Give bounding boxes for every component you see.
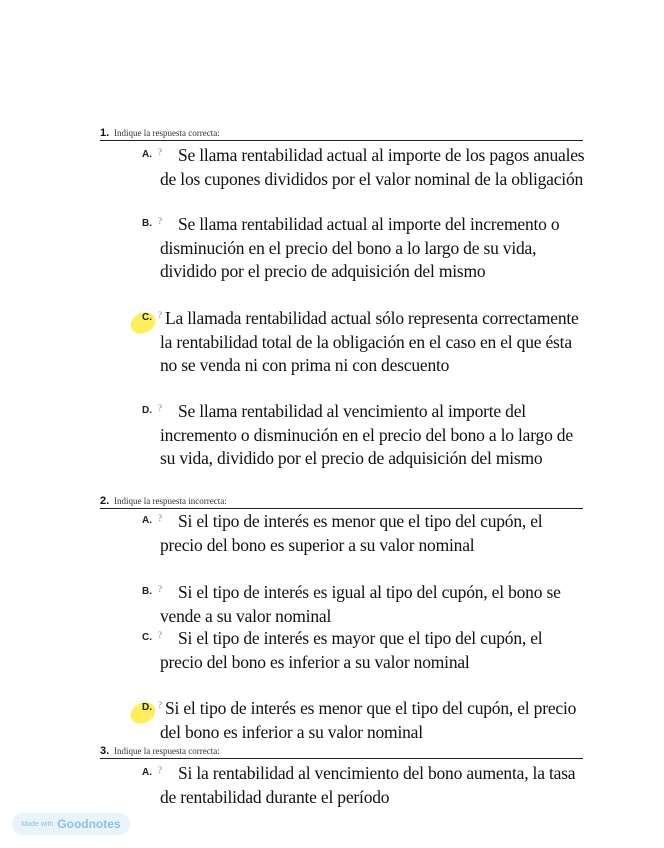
option-letter: B.: [142, 586, 152, 597]
option-letter: D.: [142, 702, 152, 713]
option-letter: A.: [142, 515, 152, 526]
badge-prefix: Made with: [21, 820, 54, 828]
option-letter: C.: [142, 632, 152, 643]
question-prompt: Indique la respuesta correcta:: [114, 128, 220, 138]
option-letter: B.: [142, 218, 152, 229]
option-marker-icon: ?: [158, 630, 162, 640]
question-number: 3.: [100, 745, 110, 757]
option-text: Se llama rentabilidad actual al importe del incremento o disminución en el precio del bono a lo largo de su vida, dividido por el precio de adquisición del mismo: [160, 214, 560, 281]
question-1-header: [100, 126, 583, 141]
question-number: 2.: [100, 495, 110, 507]
badge-brand: Goodnotes: [57, 817, 121, 831]
option-letter: A.: [142, 767, 152, 778]
option-text: Si la rentabilidad al vencimiento del bono aumenta, la tasa de rentabilidad durante el período: [160, 763, 576, 807]
option-marker-icon: ?: [158, 147, 162, 157]
goodnotes-badge[interactable]: [12, 813, 130, 835]
option-letter: C.: [142, 312, 152, 323]
question-prompt: Indique la respuesta correcta:: [114, 746, 220, 756]
option-text: Si el tipo de interés es menor que el tipo del cupón, el precio del bono es superior a su valor nominal: [160, 511, 543, 555]
option-text: Si el tipo de interés es igual al tipo del cupón, el bono se vende a su valor nominal: [160, 582, 561, 626]
option-marker-icon: ?: [158, 765, 162, 775]
option-text: Se llama rentabilidad al vencimiento al importe del incremento o disminución en el precio del bono a lo largo de su vida, dividido por el precio de adquisición del mismo: [160, 401, 573, 468]
option-marker-icon: ?: [158, 403, 162, 413]
option-marker-icon: ?: [158, 584, 162, 594]
option-marker-icon: ?: [158, 513, 162, 523]
option-marker-icon: ?: [158, 310, 162, 320]
option-letter: A.: [142, 149, 152, 160]
option-text: Se llama rentabilidad actual al importe de los pagos anuales de los cupones divididos por el valor nominal de la obligación: [160, 145, 585, 189]
question-2-header: [100, 494, 583, 509]
option-text: Si el tipo de interés es mayor que el tipo del cupón, el precio del bono es inferior a su valor nominal: [160, 628, 543, 672]
option-letter: D.: [142, 405, 152, 416]
question-prompt: Indique la respuesta incorrecta:: [114, 496, 227, 506]
question-3-header: [100, 744, 583, 759]
option-text: La llamada rentabilidad actual sólo representa correctamente la rentabilidad total de la obligación en el caso en el que ésta no se venda ni con prima ni con descuento: [160, 308, 579, 375]
option-text: Si el tipo de interés es menor que el tipo del cupón, el precio del bono es inferior a su valor nominal: [160, 698, 577, 742]
option-marker-icon: ?: [158, 700, 162, 710]
question-number: 1.: [100, 127, 110, 139]
option-marker-icon: ?: [158, 216, 162, 226]
